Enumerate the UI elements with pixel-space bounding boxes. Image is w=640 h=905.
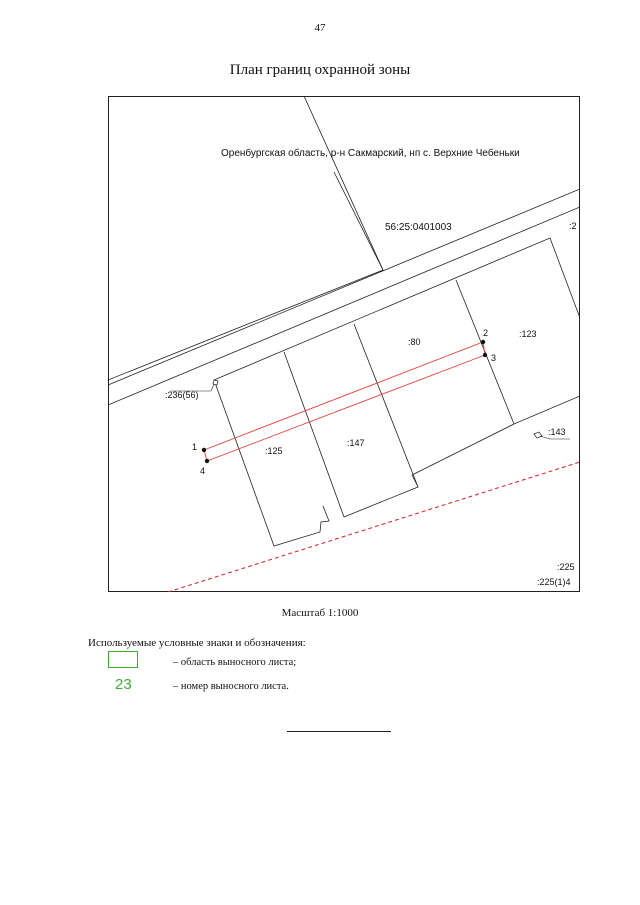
protection-zone bbox=[204, 342, 485, 461]
point-label-4: 4 bbox=[200, 466, 206, 476]
parcel-label-225-1-4: :225(1)4 bbox=[537, 577, 571, 587]
parcel-divider-125-147 bbox=[284, 352, 344, 517]
point-label-3: 3 bbox=[491, 353, 497, 363]
legend-sheet-number: 23 bbox=[115, 676, 132, 693]
quarter-label: 56:25:0401003 bbox=[385, 222, 452, 233]
parcel-80-bottom bbox=[412, 424, 514, 475]
location-label: Оренбургская область, р-н Сакмарский, нп с. Верхние Чебеньки bbox=[221, 148, 520, 159]
road-edge-top bbox=[108, 189, 580, 385]
point-1-marker bbox=[202, 448, 206, 452]
legend-swatch-area bbox=[108, 651, 138, 668]
block-top-edge bbox=[214, 238, 580, 380]
point-label-2: 2 bbox=[483, 328, 489, 338]
page-number: 47 bbox=[314, 22, 326, 34]
parcel-label-80: :80 bbox=[408, 337, 421, 347]
plan-title: План границ охранной зоны bbox=[229, 62, 411, 78]
signature-line bbox=[287, 731, 391, 732]
legend-desc-number: – номер выносного листа. bbox=[173, 681, 289, 692]
parcel-label-2: :2 bbox=[569, 221, 577, 231]
parcel-label-236: :236(56) bbox=[165, 390, 199, 400]
parcel-boundary-upper-left bbox=[108, 172, 383, 380]
scale-label: Масштаб 1:1000 bbox=[281, 607, 359, 619]
parcel-80-boundary bbox=[456, 280, 580, 424]
point-2-marker bbox=[481, 340, 485, 344]
point-label-1: 1 bbox=[192, 442, 198, 452]
cadastral-map bbox=[108, 96, 580, 592]
parcel-label-143: :143 bbox=[548, 427, 566, 437]
parcel-boundary-upper bbox=[304, 96, 383, 270]
marker-143 bbox=[534, 432, 542, 438]
map-border bbox=[109, 97, 580, 592]
parcel-label-125: :125 bbox=[265, 446, 283, 456]
parcel-147-boundary bbox=[344, 324, 418, 517]
point-3-marker bbox=[483, 353, 487, 357]
legend-title: Используемые условные знаки и обозначения: bbox=[88, 637, 306, 649]
road-edge-bottom bbox=[108, 207, 580, 405]
parcel-label-147: :147 bbox=[347, 438, 365, 448]
dashed-boundary-line bbox=[168, 462, 580, 592]
parcel-125-boundary bbox=[214, 380, 329, 546]
parcel-label-123: :123 bbox=[519, 329, 537, 339]
map-frame bbox=[108, 96, 580, 592]
parcel-label-225: :225 bbox=[557, 562, 575, 572]
point-4-marker bbox=[205, 459, 209, 463]
legend-desc-area: – область выносного листа; bbox=[173, 657, 297, 668]
